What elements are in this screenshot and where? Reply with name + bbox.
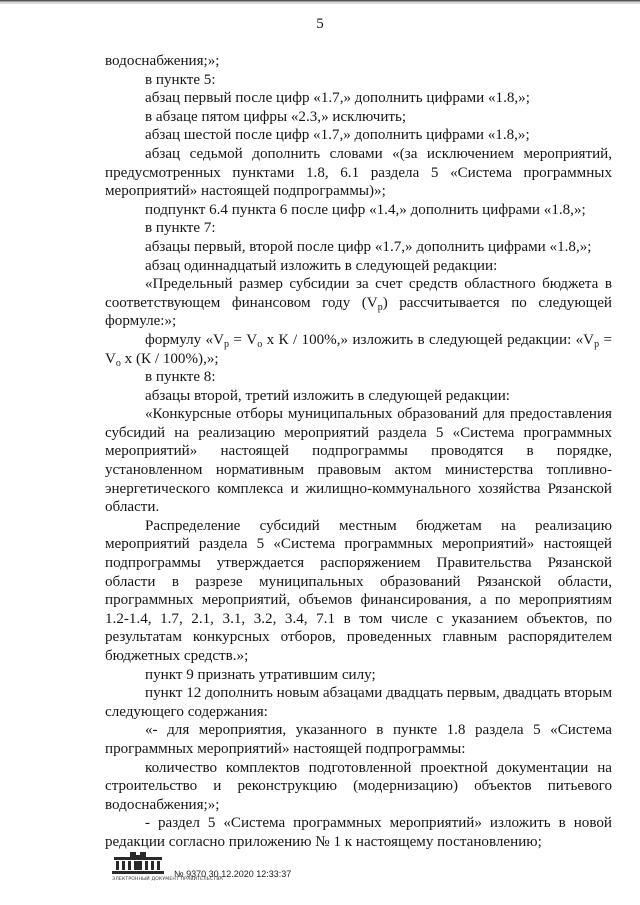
formula-sub-1: р: [224, 338, 229, 350]
formula-sub-4: о: [115, 357, 121, 369]
subscript-p: р: [377, 301, 383, 313]
formula-part-3: х К / 100%,» изложить в следующей редакции: «V: [262, 331, 595, 348]
formula-part-1: формулу «V: [145, 331, 224, 348]
paragraph-5: абзац шестой после цифр «1.7,» дополнить цифрами «1.8,»;: [145, 127, 530, 144]
paragraph-12-formula: [105, 331, 612, 368]
paragraph-10: абзац одиннадцатый изложить в следующей редакции:: [145, 257, 498, 274]
page-number: 5: [316, 16, 324, 32]
subsidy-text-end: ) рассчитывается по следующей формуле:»;: [105, 294, 612, 330]
logo-caption: ЭЛЕКТРОННЫЙ ДОКУМЕНТ ПРАВИТЕЛЬСТВА: [112, 877, 223, 882]
paragraph-4: в абзаце пятом цифры «2.3,» исключить;: [145, 108, 407, 125]
paragraph-17: пункт 9 признать утратившим силу;: [145, 666, 376, 683]
paragraph-9: абзацы первый, второй после цифр «1.7,» дополнить цифрами «1.8,»;: [145, 238, 592, 255]
paragraph-8: в пункте 7:: [145, 220, 216, 237]
formula-part-2: = V: [229, 331, 258, 348]
paragraph-6: абзац седьмой дополнить словами «(за исключением мероприятий, предусмотренных пунктами 1.8, 6.1 раздела 5 «Система программных мероприятий» настоящей подпрограммы)»;: [105, 145, 612, 200]
scan-edge-artifact: [0, 0, 640, 9]
paragraph-19: «- для мероприятия, указанного в пункте 1.8 раздела 5 «Система программных мероприятий» настоящей подпрограммы:: [105, 722, 612, 757]
paragraph-1: водоснабжения;»;: [105, 53, 220, 69]
formula-part-5: х (К / 100%),»;: [120, 350, 219, 367]
formula-part-4: = V: [105, 331, 612, 367]
paragraph-13: в пункте 8:: [145, 369, 216, 386]
subsidy-text-start: «Предельный размер субсидии за счет средств областного бюджета в соответствующем финансовом году (V: [105, 276, 612, 311]
paragraph-2: в пункте 5:: [145, 71, 216, 88]
electronic-signature-footer: [112, 852, 372, 886]
paragraph-15: «Конкурсные отборы муниципальных образований для предоставления субсидий на реализацию мероприятий раздела 5 «Система программных мероприятий» настоящей подпрограммы проводятся в порядке, установленном нормативным правовым актом министерства топливно-энергетического комплекса и жилищно-коммунального хозяйства Рязанской области.: [105, 406, 612, 516]
government-building-icon: [112, 852, 164, 876]
paragraph-7: подпункт 6.4 пункта 6 после цифр «1.4,» дополнить цифрами «1.8,»;: [145, 201, 586, 218]
paragraph-11: [105, 275, 612, 331]
document-body: [105, 52, 612, 852]
paragraph-3: абзац первый после цифр «1.7,» дополнить цифрами «1.8,»;: [145, 90, 530, 107]
paragraph-21: - раздел 5 «Система программных мероприятий» изложить в новой редакции согласно приложению № 1 к настоящему постановлению;: [105, 815, 612, 850]
formula-sub-3: р: [594, 338, 600, 350]
paragraph-18: пункт 12 дополнить новым абзацами двадцать первым, двадцать вторым следующего содержания:: [105, 685, 612, 720]
document-stamp: № 9370 30.12.2020 12:33:37: [174, 869, 292, 879]
formula-sub-2: о: [257, 338, 263, 350]
paragraph-16: Распределение субсидий местным бюджетам на реализацию мероприятий раздела 5 «Система программных мероприятий» настоящей подпрограммы утверждается распоряжением Правительства Рязанской области в разрезе муниципальных образований Рязанской области, программных мероприятий, объемов финансирования, а по мероприятиям 1.2-1.4, 1.7, 2.1, 3.1, 3.2, 3.4, 7.1 в том числе с указанием объектов, по результатам конкурсных отборов, проведенных главным распорядителем бюджетных средств.»;: [105, 517, 612, 664]
paragraph-20: количество комплектов подготовленной проектной документации на строительство и реконструкцию (модернизацию) объектов питьевого водоснабжения;»;: [105, 759, 612, 813]
paragraph-14: абзацы второй, третий изложить в следующей редакции:: [145, 387, 510, 404]
